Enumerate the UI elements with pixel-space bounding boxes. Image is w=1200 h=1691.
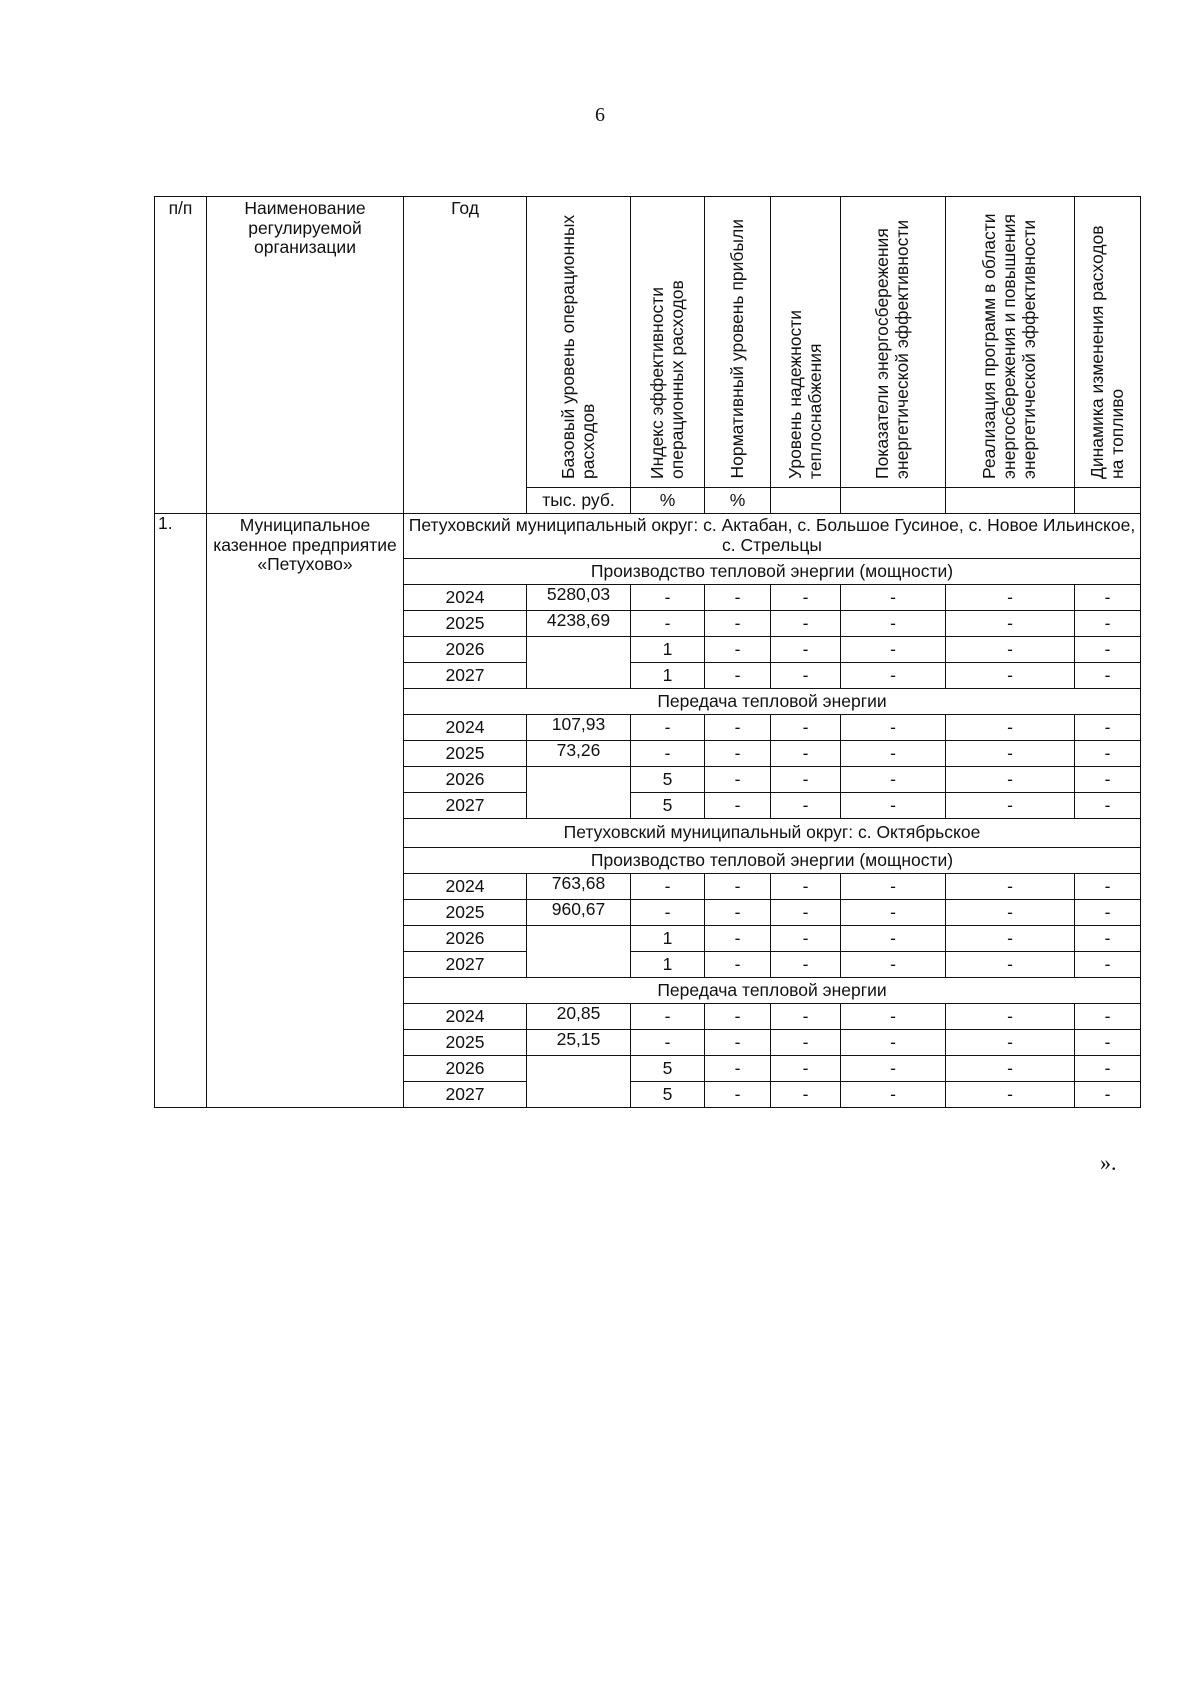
dash-cell: - [841, 900, 946, 926]
year-cell: 2027 [404, 663, 527, 689]
dash-cell: - [1075, 663, 1141, 689]
dash-cell: - [705, 952, 771, 978]
dash-cell: - [705, 741, 771, 767]
year-cell: 2024 [404, 1004, 527, 1030]
year-cell: 2025 [404, 900, 527, 926]
dash-cell: - [1075, 585, 1141, 611]
dash-cell: - [1075, 926, 1141, 952]
location-row [155, 514, 1141, 559]
year-cell: 2025 [404, 611, 527, 637]
base-cost-cell: 25,15 [527, 1030, 631, 1056]
dash-cell: - [771, 741, 841, 767]
dash-cell: - [1075, 1004, 1141, 1030]
header-org: Наименование регулируемой организации [207, 197, 404, 514]
dash-cell: - [946, 611, 1075, 637]
dash-cell: - [946, 1004, 1075, 1030]
index-cell: - [631, 585, 705, 611]
header-profit-level [705, 197, 771, 488]
dash-cell: - [771, 874, 841, 900]
unit-cell: тыс. руб. [527, 488, 631, 514]
year-cell: 2025 [404, 1030, 527, 1056]
header-reliability [771, 197, 841, 488]
year-cell: 2026 [404, 767, 527, 793]
dash-cell: - [705, 926, 771, 952]
dash-cell: - [841, 1030, 946, 1056]
base-cost-cell: 960,67 [527, 900, 631, 926]
index-cell: - [631, 715, 705, 741]
index-cell: - [631, 741, 705, 767]
index-cell: 5 [631, 767, 705, 793]
dash-cell: - [946, 900, 1075, 926]
index-cell: 5 [631, 1082, 705, 1108]
header-row [155, 197, 1141, 488]
dash-cell: - [771, 1030, 841, 1056]
dash-cell: - [946, 741, 1075, 767]
base-cost-cell: 73,26 [527, 741, 631, 767]
section-title: Производство тепловой энергии (мощности) [404, 848, 1141, 874]
header-base-cost-text: Базовый уровень операционных расходов [557, 214, 598, 479]
unit-cell [1075, 488, 1141, 514]
index-cell: - [631, 900, 705, 926]
index-cell: - [631, 1004, 705, 1030]
base-cost-cell: 763,68 [527, 874, 631, 900]
dash-cell: - [771, 793, 841, 819]
index-cell: 1 [631, 637, 705, 663]
dash-cell: - [841, 1004, 946, 1030]
dash-cell: - [705, 637, 771, 663]
header-fuel-dynamics-text: Динамика изменения расходов на топливо [1086, 225, 1127, 479]
header-efficiency-index [631, 197, 705, 488]
header-energy-saving-text: Показатели энергосбережения энергетической эффективности [872, 219, 912, 479]
dash-cell: - [841, 663, 946, 689]
dash-cell: - [946, 767, 1075, 793]
header-year: Год [404, 197, 527, 514]
index-cell: 1 [631, 926, 705, 952]
header-efficiency-index-text: Индекс эффективности операционных расходов [646, 280, 687, 479]
dash-cell: - [1075, 1082, 1141, 1108]
dash-cell: - [1075, 767, 1141, 793]
header-num: п/п [155, 197, 207, 514]
base-cost-cell: 4238,69 [527, 611, 631, 637]
index-cell: - [631, 1030, 705, 1056]
dash-cell: - [771, 637, 841, 663]
base-cost-cell-empty [527, 767, 631, 819]
dash-cell: - [705, 767, 771, 793]
dash-cell: - [705, 793, 771, 819]
dash-cell: - [1075, 741, 1141, 767]
dash-cell: - [841, 611, 946, 637]
dash-cell: - [841, 741, 946, 767]
dash-cell: - [771, 611, 841, 637]
dash-cell: - [705, 1082, 771, 1108]
dash-cell: - [1075, 952, 1141, 978]
org-number: 1. [155, 514, 207, 1108]
base-cost-cell-empty [527, 926, 631, 978]
year-cell: 2026 [404, 926, 527, 952]
dash-cell: - [841, 715, 946, 741]
dash-cell: - [841, 926, 946, 952]
index-cell: 1 [631, 663, 705, 689]
year-cell: 2026 [404, 637, 527, 663]
dash-cell: - [1075, 1030, 1141, 1056]
dash-cell: - [705, 1030, 771, 1056]
year-cell: 2025 [404, 741, 527, 767]
dash-cell: - [946, 874, 1075, 900]
dash-cell: - [771, 1082, 841, 1108]
index-cell: 5 [631, 793, 705, 819]
base-cost-cell: 107,93 [527, 715, 631, 741]
page-number: 6 [595, 104, 605, 126]
dash-cell: - [1075, 793, 1141, 819]
dash-cell: - [1075, 715, 1141, 741]
closing-quote: ». [1100, 1150, 1117, 1175]
unit-cell [946, 488, 1075, 514]
dash-cell: - [705, 611, 771, 637]
header-profit-level-text: Нормативный уровень прибыли [726, 219, 747, 479]
dash-cell: - [841, 767, 946, 793]
dash-cell: - [841, 1056, 946, 1082]
dash-cell: - [1075, 637, 1141, 663]
index-cell: 1 [631, 952, 705, 978]
year-cell: 2026 [404, 1056, 527, 1082]
dash-cell: - [946, 663, 1075, 689]
dash-cell: - [946, 952, 1075, 978]
location-name: Петуховский муниципальный округ: с. Актабан, с. Большое Гусиное, с. Новое Ильинское, с. Стрельцы [404, 514, 1141, 559]
dash-cell: - [771, 767, 841, 793]
location-name: Петуховский муниципальный округ: с. Октябрьское [404, 819, 1141, 848]
dash-cell: - [841, 637, 946, 663]
dash-cell: - [1075, 874, 1141, 900]
dash-cell: - [946, 1082, 1075, 1108]
base-cost-cell: 20,85 [527, 1004, 631, 1030]
dash-cell: - [705, 715, 771, 741]
dash-cell: - [946, 585, 1075, 611]
dash-cell: - [771, 715, 841, 741]
year-cell: 2024 [404, 585, 527, 611]
base-cost-cell: 5280,03 [527, 585, 631, 611]
dash-cell: - [841, 1082, 946, 1108]
year-cell: 2027 [404, 1082, 527, 1108]
index-cell: 5 [631, 1056, 705, 1082]
dash-cell: - [841, 585, 946, 611]
dash-cell: - [771, 900, 841, 926]
header-reliability-text: Уровень надежности теплоснабжения [784, 309, 825, 479]
dash-cell: - [705, 1056, 771, 1082]
year-cell: 2024 [404, 715, 527, 741]
dash-cell: - [771, 952, 841, 978]
base-cost-cell-empty [527, 637, 631, 689]
org-name: Муниципальное казенное предприятие «Петухово» [207, 514, 404, 1108]
unit-cell [841, 488, 946, 514]
dash-cell: - [771, 1056, 841, 1082]
dash-cell: - [705, 874, 771, 900]
year-cell: 2027 [404, 793, 527, 819]
year-cell: 2027 [404, 952, 527, 978]
base-cost-cell-empty [527, 1056, 631, 1108]
header-programs-text: Реализация программ в области энергосбережения и повышения энергетической эффективности [979, 213, 1039, 479]
index-cell: - [631, 874, 705, 900]
dash-cell: - [946, 715, 1075, 741]
section-title: Производство тепловой энергии (мощности) [404, 559, 1141, 585]
dash-cell: - [1075, 900, 1141, 926]
dash-cell: - [946, 926, 1075, 952]
section-title: Передача тепловой энергии [404, 978, 1141, 1004]
unit-cell: % [705, 488, 771, 514]
dash-cell: - [1075, 1056, 1141, 1082]
dash-cell: - [841, 874, 946, 900]
dash-cell: - [771, 926, 841, 952]
header-programs [946, 197, 1075, 488]
header-base-cost [527, 197, 631, 488]
dash-cell: - [946, 1056, 1075, 1082]
year-cell: 2024 [404, 874, 527, 900]
dash-cell: - [771, 1004, 841, 1030]
unit-cell [771, 488, 841, 514]
header-fuel-dynamics [1075, 197, 1141, 488]
dash-cell: - [946, 637, 1075, 663]
unit-cell: % [631, 488, 705, 514]
dash-cell: - [705, 585, 771, 611]
indicators-table [154, 196, 1141, 1108]
dash-cell: - [946, 1030, 1075, 1056]
section-title: Передача тепловой энергии [404, 689, 1141, 715]
dash-cell: - [705, 663, 771, 689]
index-cell: - [631, 611, 705, 637]
dash-cell: - [946, 793, 1075, 819]
header-energy-saving [841, 197, 946, 488]
dash-cell: - [705, 1004, 771, 1030]
dash-cell: - [1075, 611, 1141, 637]
dash-cell: - [771, 585, 841, 611]
dash-cell: - [771, 663, 841, 689]
dash-cell: - [841, 793, 946, 819]
dash-cell: - [705, 900, 771, 926]
dash-cell: - [841, 952, 946, 978]
